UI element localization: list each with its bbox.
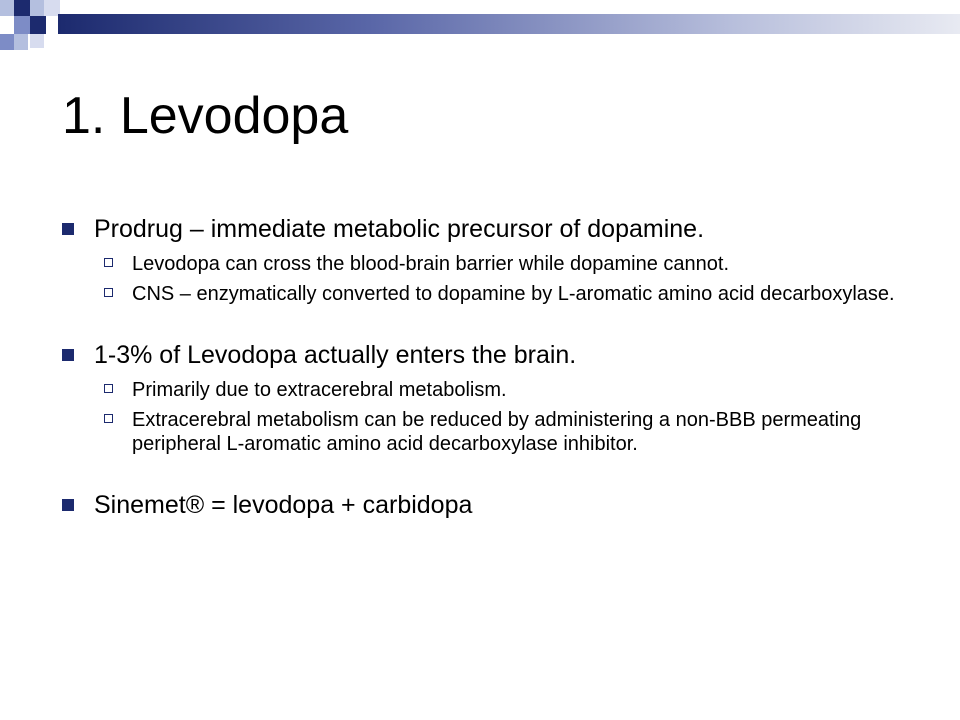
decor-square xyxy=(30,16,46,34)
decor-square xyxy=(14,0,30,16)
hollow-square-bullet-icon xyxy=(104,288,113,297)
sub-bullet-text: Extracerebral metabolism can be reduced by administering a non-BBB permeating peripheral L-aromatic amino acid decarboxylase inhibitor. xyxy=(132,409,862,455)
hollow-square-bullet-icon xyxy=(104,258,113,267)
bullet-item xyxy=(62,490,912,520)
square-bullet-icon xyxy=(62,223,74,235)
bullet-text: Sinemet® = levodopa + carbidopa xyxy=(94,491,473,519)
bullet-text: Prodrug – immediate metabolic precursor of dopamine. xyxy=(94,215,705,243)
header-gradient-bar xyxy=(58,14,960,34)
sub-bullet-text: Levodopa can cross the blood-brain barrier while dopamine cannot. xyxy=(132,253,730,275)
header-decoration xyxy=(0,0,960,60)
decor-square xyxy=(14,34,28,50)
sub-bullet-text: Primarily due to extracerebral metabolism. xyxy=(132,379,507,401)
decor-square xyxy=(14,16,30,34)
decor-square xyxy=(30,34,44,48)
sub-bullet-item xyxy=(62,282,912,306)
hollow-square-bullet-icon xyxy=(104,414,113,423)
square-bullet-icon xyxy=(62,499,74,511)
sub-bullet-text: CNS – enzymatically converted to dopamine by L-aromatic amino acid decarboxylase. xyxy=(132,283,895,305)
bullet-item xyxy=(62,214,912,244)
bullet-text: 1-3% of Levodopa actually enters the brain. xyxy=(94,341,577,369)
decor-square xyxy=(0,34,14,50)
square-bullet-icon xyxy=(62,349,74,361)
sub-bullet-item xyxy=(62,378,912,402)
decor-square xyxy=(0,0,14,16)
hollow-square-bullet-icon xyxy=(104,384,113,393)
sub-bullet-item xyxy=(62,252,912,276)
sub-bullet-item xyxy=(62,408,912,456)
slide-body xyxy=(62,214,912,520)
bullet-item xyxy=(62,340,912,370)
slide-title: 1. Levodopa xyxy=(62,87,349,145)
decor-square xyxy=(30,0,44,16)
